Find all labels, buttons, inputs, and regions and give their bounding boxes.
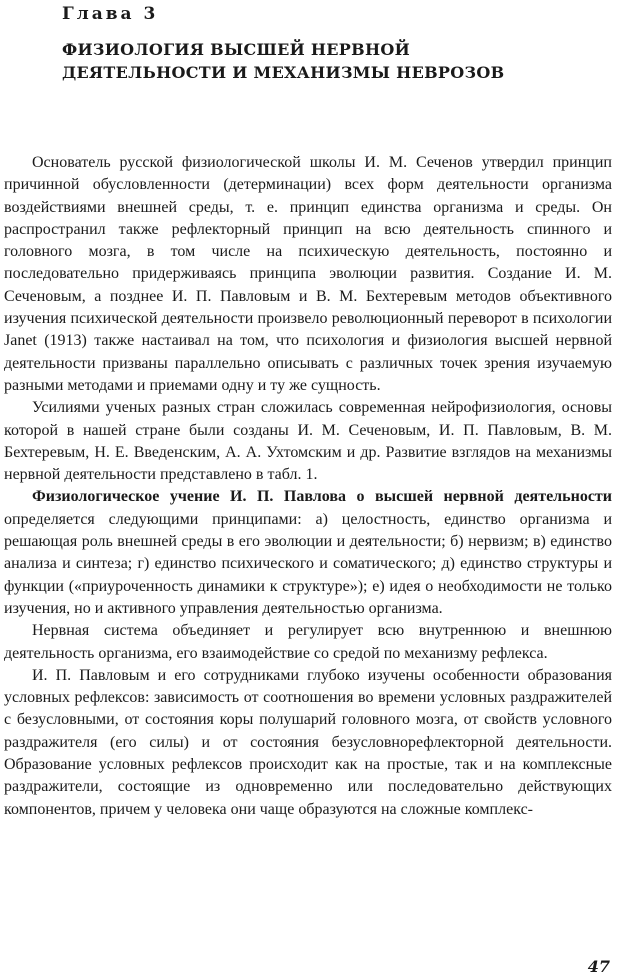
chapter-title [62,38,602,84]
body-text [4,152,612,821]
paragraph-1: Основатель русской физиологической школы И. М. Сеченов утвердил принцип причинной обусловленности (детерминации) всех форм деятельности организма воздействиями внешней среды, т. е. принцип единства организма и среды. Он распространил также рефлекторный принцип на всю деятельность спинного и головного мозга, в том числе на психическую деятельность, постоянно и последовательно придерживаясь принципа эволюции развития. Создание И. М. Сеченовым, а позднее И. П. Павловым и В. М. Бехтеревым методов объективного изучения психической деятельности произвело революционный переворот в психологии Janet (1913) также настаивал на том, что психология и физиология высшей нервной деятельности призваны параллельно описывать с различных точек зрения изучаемую разными методами и приемами одну и ту же сущность. [4,154,612,394]
paragraph-2: Усилиями ученых разных стран сложилась современная нейрофизиология, основы которой в нашей стране были созданы И. М. Сеченовым, И. П. Павловым, В. М. Бехтеревым, Н. Е. Введенским, А. А. Ухтомским и др. Развитие взглядов на механизмы нервной деятельности представлено в табл. 1. [4,399,612,484]
paragraph-5: И. П. Павловым и его сотрудниками глубоко изучены особенности образования условных рефлексов: зависимость от соотношения во времени условных раздражителей с безусловными, от состояния коры полушарий головного мозга, от свойств условного раздражителя (его силы) и от состояния безусловнорефлекторной деятельности. Образование условных рефлексов происходит как на простые, так и на комплексные раздражители, состоящие из одновременно или последовательно действующих компонентов, причем у человека они чаще образуются на сложные комплекс- [4,666,612,818]
chapter-label: Глава 3 [62,4,159,24]
paragraph-3-text: определяется следующими принципами: а) целостность, единство организма и решающая роль внешней среды в его эволюции и деятельности; б) нервизм; в) единство анализа и синтеза; г) единство психического и соматического; д) единство структуры и функции («приуроченность динамики к структуре»); е) идея о необходимости не только изучения, но и активного управления деятельностью организма. [4,510,612,617]
paragraph-3-bold-lead: Физиологическое учение И. П. Павлова о высшей нервной деятельности [32,488,612,506]
paragraph-3 [4,486,612,620]
page-number: 47 [587,957,610,976]
chapter-title-line-1: ФИЗИОЛОГИЯ ВЫСШЕЙ НЕРВНОЙ [62,40,411,59]
paragraph-4: Нервная система объединяет и регулирует всю внутреннюю и внешнюю деятельность организма, его взаимодействие со средой по механизму рефлекса. [4,622,612,662]
chapter-title-line-2: ДЕЯТЕЛЬНОСТИ И МЕХАНИЗМЫ НЕВРОЗОВ [62,63,505,82]
